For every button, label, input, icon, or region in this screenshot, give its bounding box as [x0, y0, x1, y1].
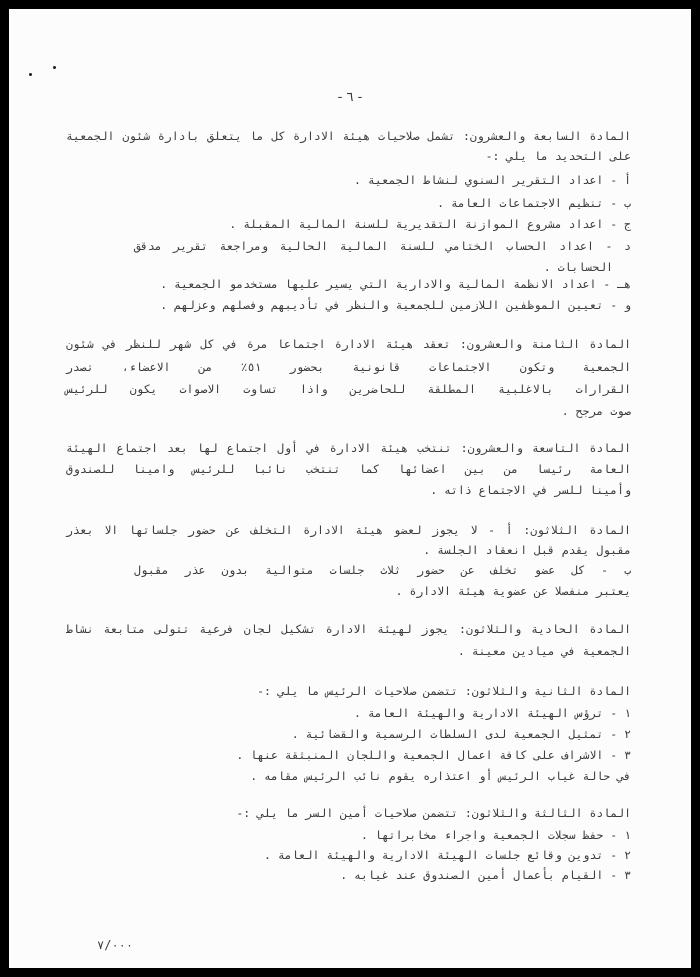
page-number: - ٦ -: [337, 90, 363, 105]
article-32-heading: المادة الثانية والثلاثون: تتضمن صلاحيات الرئيس ما يلي :-: [257, 684, 631, 698]
article-30-line: مقبول يقدم قبل انعقاد الجلسة .: [423, 543, 631, 557]
article-27-item: ب - تنظيم الاجتماعات العامة .: [437, 196, 631, 210]
article-30-line: يعتبر منفصلا عن عضوية هيئة الادارة .: [395, 584, 631, 598]
article-27-heading: المادة السابعة والعشرون: تشمل صلاحيات هيئة الادارة كل ما يتعلق بادارة شئون الجمعية: [66, 129, 631, 143]
article-28-line: صوت مرجح .: [561, 404, 631, 418]
article-27-item: ج - اعداد مشروع الموازنة التقديرية للسنة المالية المقبلة .: [229, 217, 631, 231]
article-32-line: في حالة غياب الرئيس أو اعتذاره يقوم نائب الرئيس مقامه .: [250, 769, 631, 783]
article-32-item: ٢ - تمثيل الجمعية لدى السلطات الرسمية والقضائية .: [291, 727, 631, 741]
article-28-heading: المادة الثامنة والعشرون: تعقد هيئة الادارة اجتماعا مرة في كل شهر للنظر في شئون: [66, 337, 631, 351]
document-page: [9, 9, 691, 968]
article-27-item: و - تعيين الموظفين اللازمين للجمعية والنظر في تأديبهم وفصلهم وعزلهم .: [160, 298, 631, 312]
speck-mark: [53, 66, 56, 69]
article-27-item: أ - اعداد التقرير السنوي لنشاط الجمعية .: [354, 173, 631, 187]
article-33-item: ٢ - تدوين وقائع جلسات الهيئة الادارية والهيئة العامة .: [264, 848, 631, 862]
article-28-line: القرارات بالاغلبية المطلقة للحاضرين واذا تساوت الاصوات يكون للرئيس: [66, 382, 631, 396]
article-30-item: ب - كل عضو تخلف عن حضور ثلاث جلسات متوالية بدون عذر مقبول: [134, 563, 631, 577]
article-29-heading: المادة التاسعة والعشرون: تنتخب هيئة الادارة في أول اجتماع لها بعد اجتماع الهيئة: [66, 441, 631, 455]
article-29-line: العامة رئيسا من بين اعضائها كما تنتخب نائبا للرئيس وامينا للصندوق: [66, 462, 631, 476]
footer-reference: ٧/٠٠٠: [97, 938, 134, 952]
speck-mark: [29, 73, 32, 76]
article-27-line: على التحديد ما يلي :-: [485, 149, 631, 163]
article-30-heading: المادة الثلاثون: أ - لا يجوز لعضو هيئة الادارة التخلف عن حضور جلساتها الا بعذر: [66, 523, 631, 537]
article-33-heading: المادة الثالثة والثلاثون: تتضمن صلاحيات أمين السر ما يلي :-: [236, 806, 631, 820]
article-29-line: وأمينا للسر في الاجتماع ذاته .: [430, 483, 631, 497]
article-28-line: الجمعية وتكون الاجتماعات قانونية بحضور ٥١٪ من الاعضاء، تصدر: [66, 360, 631, 374]
article-33-item: ١ - حفظ سجلات الجمعية واجراء مخابراتها .: [360, 828, 631, 842]
article-27-item-continued: الحسابات .: [543, 260, 613, 274]
article-32-item: ٣ - الاشراف على كافة اعمال الجمعية واللجان المنبثقة عنها .: [236, 748, 631, 762]
article-27-item: هـ - اعداد الانظمة المالية والادارية التي يسير عليها مستخدمو الجمعية .: [160, 277, 631, 291]
article-31-line: الجمعية في ميادين معينة .: [457, 644, 631, 658]
article-31-heading: المادة الحادية والثلاثون: يجوز لهيئة الادارة تشكيل لجان فرعية تتولى متابعة نشاط: [66, 622, 631, 636]
article-27-item: د - اعداد الحساب الختامي للسنة المالية الحالية ومراجعة تقرير مدقق: [134, 239, 631, 253]
article-32-item: ١ - ترؤس الهيئة الادارية والهيئة العامة .: [354, 706, 631, 720]
article-33-item: ٣ - القيام بأعمال أمين الصندوق عند غيابه .: [340, 868, 631, 882]
